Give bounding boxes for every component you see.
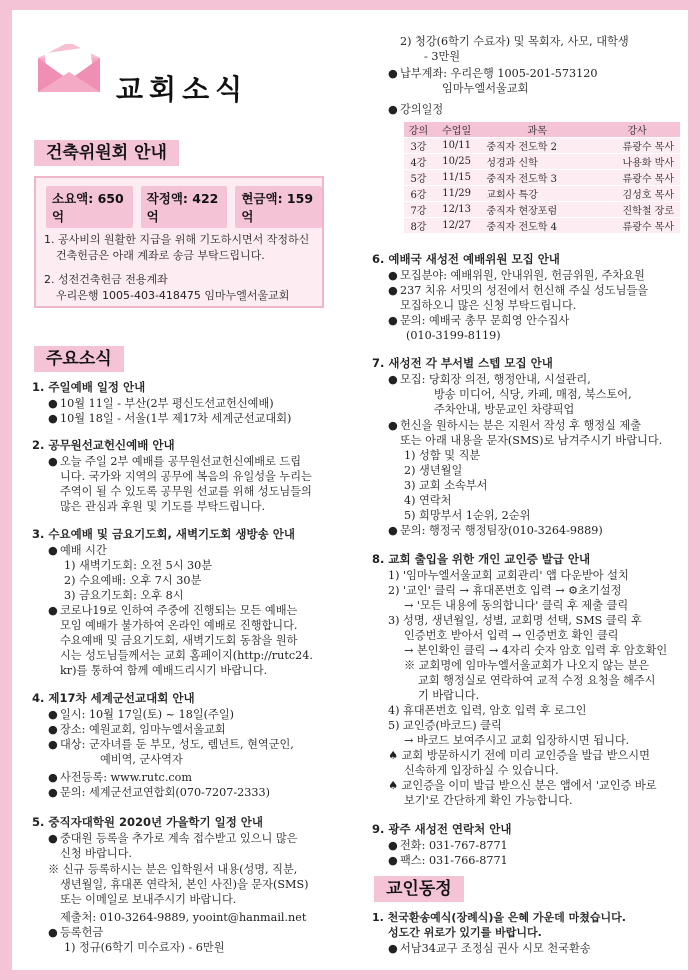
news5-bullet3-cont: 임마누엘서울교회	[442, 82, 529, 95]
news6-bullet1: ● 모집분야: 예배위원, 안내위원, 헌금위원, 주차요원	[388, 269, 645, 282]
lecture-cell: 류광수 목사	[594, 218, 680, 234]
news8-line11: 5) 교인증(바코드) 클릭	[388, 719, 502, 732]
amounts-row	[46, 186, 322, 228]
news5-note1: ※ 신규 등록하시는 분은 입학원서 내용(성명, 직분,	[48, 863, 298, 876]
news5-bullet1-cont: 신청 바랍니다.	[60, 847, 132, 860]
news8-line9: 기 바랍니다.	[418, 689, 480, 702]
lecture-cell: 10/11	[433, 138, 480, 154]
news2-line3: 주역이 될 수 있도록 공무원 선교를 위해 성도님들의	[60, 485, 312, 498]
lecture-cell: 나용화 박사	[594, 154, 680, 170]
lecture-header-row	[404, 122, 680, 138]
lecture-cell: 5강	[404, 170, 433, 186]
news8-line14: 신속하게 입장하실 수 있습니다.	[404, 764, 559, 777]
news3-line4: 시는 성도님들께서는 교회 홈페이지(http://rutc24.	[60, 649, 313, 662]
lecture-cell: 3강	[404, 138, 433, 154]
lecture-cell: 중직자 전도학 4	[480, 218, 594, 234]
news8-line5: 인증번호 받아서 입력 → 인증번호 확인 클릭	[404, 629, 619, 642]
news2-line2: 니다. 국가와 지역의 공무에 복음의 유일성을 누리는	[60, 470, 312, 483]
news3-time1: 1) 새벽기도회: 오전 5시 30분	[64, 559, 213, 572]
news8-line12: → 바코드 보여주시고 교회 입장하시면 됩니다.	[404, 734, 630, 747]
news8-line2: 2) '교인' 클릭 → 휴대폰번호 입력 → ⚙초기설정	[388, 584, 622, 597]
news5-note4: 제출처: 010-3264-9889, yooint@hanmail.net	[60, 911, 307, 924]
news6-title: 6. 예배국 새성전 예배위원 모집 안내	[372, 252, 560, 266]
news1-bullet1: ● 10월 11일 - 부산(2부 평신도선교헌신예배)	[48, 397, 274, 410]
news8-line8: 교회 행정실로 연락하여 교적 수정 요청을 해주시	[418, 674, 656, 687]
news5-bullet1: ● 중대원 등록을 추가로 계속 접수받고 있으니 많은	[48, 832, 298, 845]
lecture-cell: 6강	[404, 186, 433, 202]
news3-line3: 수요예배 및 금요기도회, 새벽기도회 동참을 원하	[60, 634, 298, 647]
lecture-cell: 12/13	[433, 202, 480, 218]
amount-required: 소요액: 650억	[46, 186, 133, 228]
news5-note2: 생년월일, 휴대폰 연락처, 본인 사진)을 문자(SMS)	[60, 878, 309, 891]
news5-note3: 또는 이메일로 보내주시기 바랍니다.	[60, 893, 237, 906]
lecture-cell: 중직자 전도학 2	[480, 138, 594, 154]
news2-line4: 많은 관심과 후원 및 기도를 부탁드립니다.	[60, 500, 266, 513]
news9-title: 9. 광주 새성전 연락처 안내	[372, 822, 512, 836]
lecture-table	[404, 122, 680, 233]
news4-bullet4: ● 사전등록: www.rutc.com	[48, 771, 192, 784]
news7-item2: 2) 생년월일	[404, 464, 463, 477]
news3-line1: ● 코로나19로 인하여 주중에 진행되는 모든 예배는	[48, 604, 298, 617]
news8-line3: → '모든 내용에 동의합니다' 클릭 후 제출 클릭	[404, 599, 629, 612]
lecture-cell: 진학철 장로	[594, 202, 680, 218]
building-item1-line1: 1. 공사비의 원활한 지급을 위해 기도하시면서 작정하신	[44, 233, 310, 246]
news7-bullet1: ● 모집: 당회장 의전, 행정안내, 시설관리,	[388, 373, 591, 386]
news8-line1: 1) '임마누엘서울교회 교회관리' 앱 다운받아 설치	[388, 569, 629, 582]
section-title-news: 주요소식	[34, 346, 124, 372]
members-line2: 성도간 위로가 있기를 바랍니다.	[388, 926, 542, 939]
lecture-cell: 중직자 전도학 3	[480, 170, 594, 186]
lecture-cell: 류광수 목사	[594, 170, 680, 186]
news7-bullet2: ● 헌신을 원하시는 분은 지원서 작성 후 행정실 제출	[388, 419, 642, 432]
news5-bullet4: ● 강의일정	[388, 103, 444, 116]
news1-title: 1. 주일예배 일정 안내	[32, 380, 146, 394]
lecture-header: 과목	[480, 122, 594, 138]
news7-item4: 4) 연락처	[404, 494, 452, 507]
lecture-cell: 류광수 목사	[594, 138, 680, 154]
news8-line10: 4) 휴대폰번호 입력, 암호 입력 후 로그인	[388, 704, 587, 717]
news3-time2: 2) 수요예배: 오후 7시 30분	[64, 574, 202, 587]
news8-title: 8. 교회 출입을 위한 개인 교인증 발급 안내	[372, 552, 591, 566]
news4-title: 4. 제17차 세계군선교대회 안내	[32, 691, 195, 705]
news4-bullet2: ● 장소: 예원교회, 임마누엘서울교회	[48, 723, 226, 736]
news7-bullet2-cont: 또는 아래 내용을 문자(SMS)로 남겨주시기 바랍니다.	[400, 434, 663, 447]
lecture-cell: 중직자 현장포럼	[480, 202, 594, 218]
lecture-cell: 11/29	[433, 186, 480, 202]
news3-line2: 모임 예배가 불가하여 온라인 예배로 진행합니다.	[60, 619, 298, 632]
amount-pledged: 작정액: 422억	[141, 186, 228, 228]
table-row	[404, 202, 680, 218]
table-row	[404, 186, 680, 202]
news7-item1: 1) 성함 및 직분	[404, 449, 481, 462]
news7-bullet1-cont2: 주차안내, 방문교인 차량픽업	[434, 403, 575, 416]
news6-bullet2: ● 237 치유 서밋의 성전에서 헌신해 주실 성도님들을	[388, 284, 649, 297]
news4-bullet1: ● 일시: 10월 17일(토) ~ 18일(주일)	[48, 708, 234, 721]
news8-line7: ※ 교회명에 임마누엘서울교회가 나오지 않는 분은	[404, 659, 650, 672]
lecture-cell: 교회사 특강	[480, 186, 594, 202]
news8-line13: ♠ 교회 방문하시기 전에 미리 교인증을 발급 받으시면	[388, 749, 650, 762]
news7-item3: 3) 교회 소속부서	[404, 479, 488, 492]
news2-title: 2. 공무원선교헌신예배 안내	[32, 438, 175, 452]
envelope-icon	[34, 44, 104, 94]
lecture-cell: 7강	[404, 202, 433, 218]
news7-item5: 5) 희망부서 1순위, 2순위	[404, 509, 531, 522]
building-item2-line1: 2. 성전건축헌금 전용계좌	[44, 273, 168, 286]
members-line1: 1. 천국환송예식(장례식)을 은혜 가운데 마쳤습니다.	[372, 911, 626, 924]
news6-bullet2-cont: 모집하오니 많은 신청 부탁드립니다.	[400, 299, 577, 312]
section-title-building: 건축위원회 안내	[34, 140, 179, 166]
section-title-members: 교인동정	[374, 876, 464, 902]
lecture-header: 강사	[594, 122, 680, 138]
lecture-cell: 김성호 목사	[594, 186, 680, 202]
lecture-header: 강의	[404, 122, 433, 138]
news5-fee2: 2) 청강(6학기 수료자) 및 목회자, 사모, 대학생	[400, 35, 629, 48]
news9-phone: ● 전화: 031-767-8771	[388, 839, 508, 852]
news1-bullet2: ● 10월 18일 - 서울(1부 제17차 세계군선교대회)	[48, 412, 292, 425]
building-box	[34, 176, 324, 308]
news3-title: 3. 수요예배 및 금요기도회, 새벽기도회 생방송 안내	[32, 527, 295, 541]
building-item1-line2: 건축헌금은 아래 계좌로 송금 부탁드립니다.	[56, 249, 265, 262]
bulletin-page	[12, 10, 688, 970]
table-row	[404, 138, 680, 154]
news7-bullet1-cont1: 방송 미디어, 식당, 카페, 매점, 북스토어,	[434, 388, 632, 401]
news8-line4: 3) 성명, 생년월일, 성별, 교회명 선택, SMS 클릭 후	[388, 614, 642, 627]
news5-fee1: 1) 정규(6학기 미수료자) - 6만원	[64, 941, 225, 954]
news5-bullet2: ● 등록헌금	[48, 926, 104, 939]
news3-time3: 3) 금요기도회: 오후 8시	[64, 589, 184, 602]
news9-fax: ● 팩스: 031-766-8771	[388, 854, 508, 867]
lecture-cell: 8강	[404, 218, 433, 234]
news6-bullet3-cont: (010-3199-8119)	[406, 329, 501, 342]
news5-fee2-cont: - 3만원	[424, 50, 461, 63]
news5-title: 5. 중직자대학원 2020년 가을학기 일정 안내	[32, 815, 264, 829]
news3-line5: kr)를 통하여 함께 예배드리시기 바랍니다.	[60, 664, 268, 677]
news3-bullet1: ● 예배 시간	[48, 544, 107, 557]
lecture-cell: 12/27	[433, 218, 480, 234]
news5-bullet3: ● 납부계좌: 우리은행 1005-201-573120	[388, 67, 598, 80]
table-row	[404, 154, 680, 170]
news4-bullet5: ● 문의: 세계군선교연합회(070-7207-2333)	[48, 786, 270, 799]
lecture-cell: 4강	[404, 154, 433, 170]
table-row	[404, 218, 680, 234]
news8-line15: ♠ 교인증을 이미 발급 받으신 분은 앱에서 '교인증 바로	[388, 779, 657, 792]
amount-cash: 현금액: 159억	[235, 186, 322, 228]
news2-line1: ● 오늘 주일 2부 예배를 공무원선교헌신예배로 드립	[48, 455, 302, 468]
lecture-cell: 10/25	[433, 154, 480, 170]
table-row	[404, 170, 680, 186]
page-title: 교회소식	[116, 73, 249, 106]
lecture-cell: 성경과 신학	[480, 154, 594, 170]
news8-line6: → 본인확인 클릭 → 4자리 숫자 암호 입력 후 암호확인	[404, 644, 668, 657]
news7-bullet3: ● 문의: 행정국 행정팀장(010-3264-9889)	[388, 524, 603, 537]
members-bullet1: ● 서남34교구 조정심 권사 시모 천국환송	[388, 942, 591, 955]
lecture-cell: 11/15	[433, 170, 480, 186]
news7-title: 7. 새성전 각 부서별 스텝 모집 안내	[372, 356, 553, 370]
news4-bullet3-cont: 예비역, 군사역자	[100, 753, 183, 766]
news6-bullet3: ● 문의: 예배국 총무 문희영 안수집사	[388, 314, 570, 327]
building-item2-line2: 우리은행 1005-403-418475 임마누엘서울교회	[56, 289, 290, 302]
lecture-header: 수업일	[433, 122, 480, 138]
news8-line16: 보기'로 간단하게 확인 가능합니다.	[404, 794, 573, 807]
news4-bullet3: ● 대상: 군자녀를 둔 부모, 성도, 렘넌트, 현역군인,	[48, 738, 294, 751]
